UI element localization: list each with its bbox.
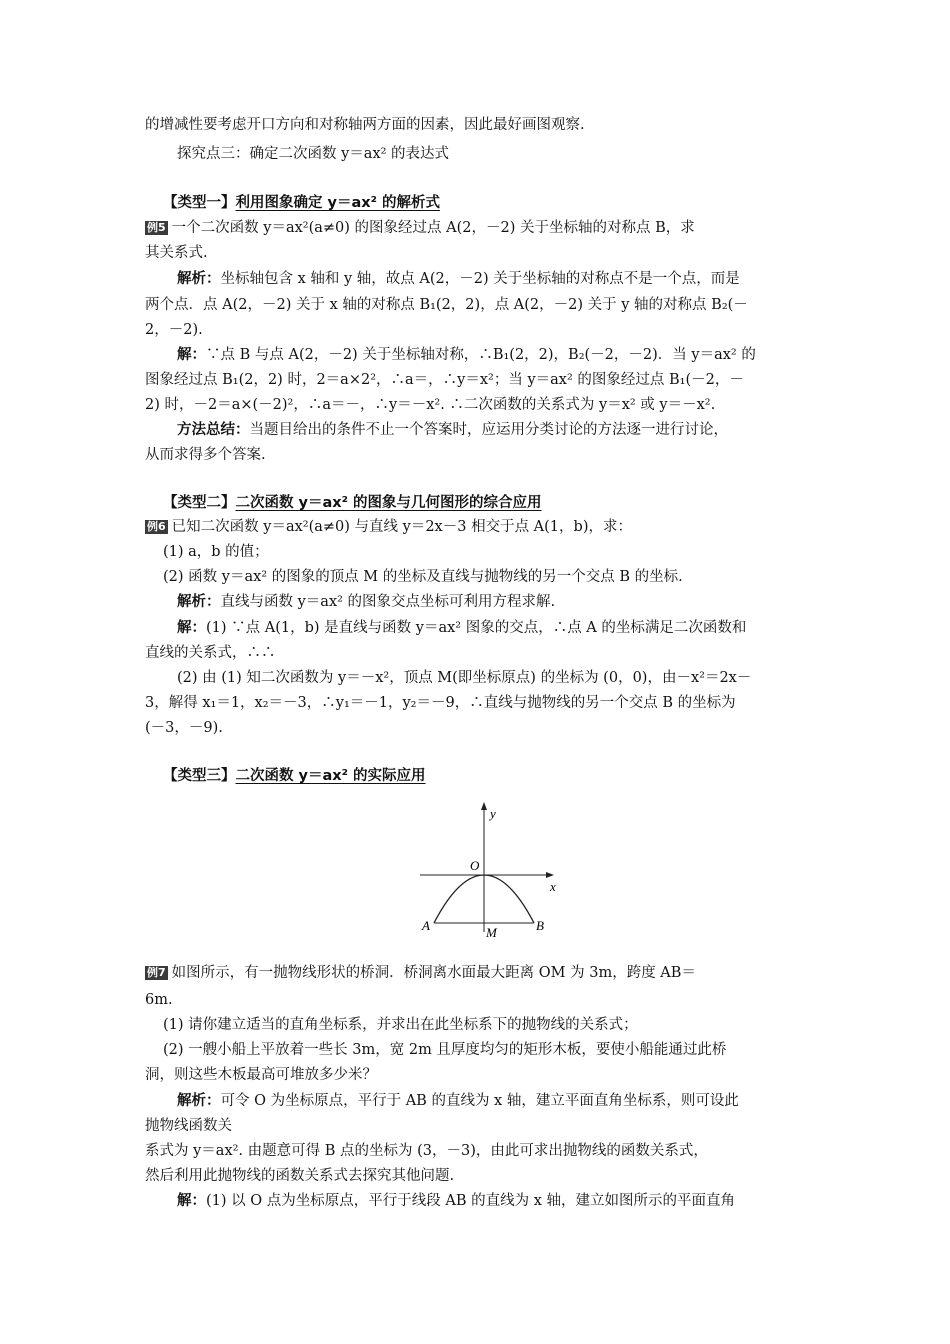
text-line: 直线与函数 y＝ax² 的图象交点坐标可利用方程求解. [220,594,556,610]
text-line: 然后利用此抛物线的函数关系式去探究其他问题. [145,1168,455,1184]
text-line: 一个二次函数 y＝ax²(a≠0) 的图象经过点 A(2，－2) 关于坐标轴的对称点 B，求 [171,220,695,236]
text-line: 2) 时，－2＝a×(－2)²，∴a＝－，∴y＝－x². ∴二次函数的关系式为 y＝x² 或 y＝－x². [145,397,716,413]
text-line: (2) 一艘小船上平放着一些长 3m，宽 2m 且厚度均匀的矩形木板，要使小船能通过此桥 [163,1042,727,1058]
text-line: 抛物线函数关 [145,1118,232,1134]
type1-bracket: 【类型一】 [163,195,236,211]
type2-title: 二次函数 y＝ax² 的图象与几何图形的综合应用 [235,495,542,511]
text-line: 当题目给出的条件不止一个答案时，应运用分类讨论的方法逐一进行讨论， [249,422,728,438]
text-line: 直线的关系式，∴∴ [145,645,276,661]
solution-label: 解： [177,1193,206,1209]
summary-line [177,419,728,441]
text-line: 洞，则这些木板最高可堆放多少米？ [145,1067,377,1083]
example-6-tag: 例6 [147,520,166,533]
analysis-label: 解析： [177,1093,221,1109]
solution-line [177,344,756,366]
text-line: 的增减性要考虑开口方向和对称轴两方面的因素，因此最好画图观察. [145,117,585,133]
analysis-label: 解析： [177,594,221,610]
text-line: 其关系式. [145,245,208,261]
solution-line [177,1190,735,1212]
type1-heading [163,192,440,214]
text-line: 6m. [145,992,173,1008]
text-line: (2) 由 (1) 知二次函数为 y＝－x²，顶点 M(即坐标原点) 的坐标为 (0，0)，由－x²＝2x－ [177,670,752,686]
example7-line [145,962,696,984]
text-line: (1) a，b 的值； [163,544,269,560]
solution-line [177,617,746,639]
text-line: (1) 请你建立适当的直角坐标系，并求出在此坐标系下的抛物线的关系式； [163,1017,638,1033]
text-line: 3，解得 x₁＝1，x₂＝－3，∴y₁＝－1，y₂＝－9，∴直线与抛物线的另一个交点 B 的坐标为 [145,695,736,711]
analysis-line [177,591,555,613]
type3-bracket: 【类型三】 [163,768,236,784]
text-line: 图象经过点 B₁(2，2) 时，2＝a×2²，∴a＝，∴y＝x²；当 y＝ax² 的图象经过点 B₁(－2，－ [145,372,744,388]
type3-heading [163,765,426,787]
point-m-label: M [486,925,497,940]
y-axis-label: y [490,806,496,821]
text-line: (1) 以 O 点为坐标原点，平行于线段 AB 的直线为 x 轴，建立如图所示的平面直角 [206,1193,735,1209]
example6-line [145,516,632,538]
example-5-tag: 例5 [147,221,166,234]
text-line: 两个点．点 A(2，－2) 关于 x 轴的对称点 B₁(2，2)，点 A(2，－2) 关于 y 轴的对称点 B₂(－ [145,297,748,313]
analysis-line [177,268,740,290]
type2-heading [163,492,542,514]
text-line: (1) ∵点 A(1，b) 是直线与函数 y＝ax² 图象的交点，∴点 A 的坐标满足二次函数和 [206,620,747,636]
analysis-line [177,1090,739,1112]
x-axis-arrow-icon [546,872,554,878]
example-7-tag: 例7 [147,966,166,979]
text-line: 如图所示，有一抛物线形状的桥洞．桥洞离水面最大距离 OM 为 3m，跨度 AB＝ [171,965,696,981]
summary-label: 方法总结： [177,422,250,438]
example5-line [145,217,695,239]
text-line: 坐标轴包含 x 轴和 y 轴，故点 A(2，－2) 关于坐标轴的对称点不是一个点，而是 [220,271,740,287]
text-line: (2) 函数 y＝ax² 的图象的顶点 M 的坐标及直线与抛物线的另一个交点 B 的坐标. [163,569,683,585]
section-heading: 探究点三：确定二次函数 y＝ax² 的表达式 [177,146,450,162]
text-line: 可令 O 为坐标原点，平行于 AB 的直线为 x 轴，建立平面直角坐标系，则可设此 [220,1093,739,1109]
text-line: (－3，－9). [145,720,223,736]
y-axis-arrow-icon [481,802,487,810]
type2-bracket: 【类型二】 [163,495,236,511]
text-line: ∵点 B 与点 A(2，－2) 关于坐标轴对称，∴B₁(2，2)，B₂(－2，－2)．当 y＝ax² 的 [206,347,756,363]
x-axis-label: x [550,879,556,894]
origin-label: O [470,858,480,873]
text-line: 2，－2). [145,322,203,338]
analysis-label: 解析： [177,271,221,287]
text-line: 已知二次函数 y＝ax²(a≠0) 与直线 y＝2x－3 相交于点 A(1，b)，求： [171,519,632,535]
text-line: 系式为 y＝ax². 由题意可得 B 点的坐标为 (3，－3)，由此可求出抛物线的函数关系式， [145,1143,708,1159]
type3-title: 二次函数 y＝ax² 的实际应用 [235,768,426,784]
point-b-label: B [536,918,544,933]
text-line: 从而求得多个答案. [145,447,266,463]
bridge-parabola-figure [420,800,580,940]
solution-label: 解： [177,620,206,636]
point-a-label: A [422,918,430,933]
type1-title: 利用图象确定 y＝ax² 的解析式 [235,195,441,211]
solution-label: 解： [177,347,206,363]
